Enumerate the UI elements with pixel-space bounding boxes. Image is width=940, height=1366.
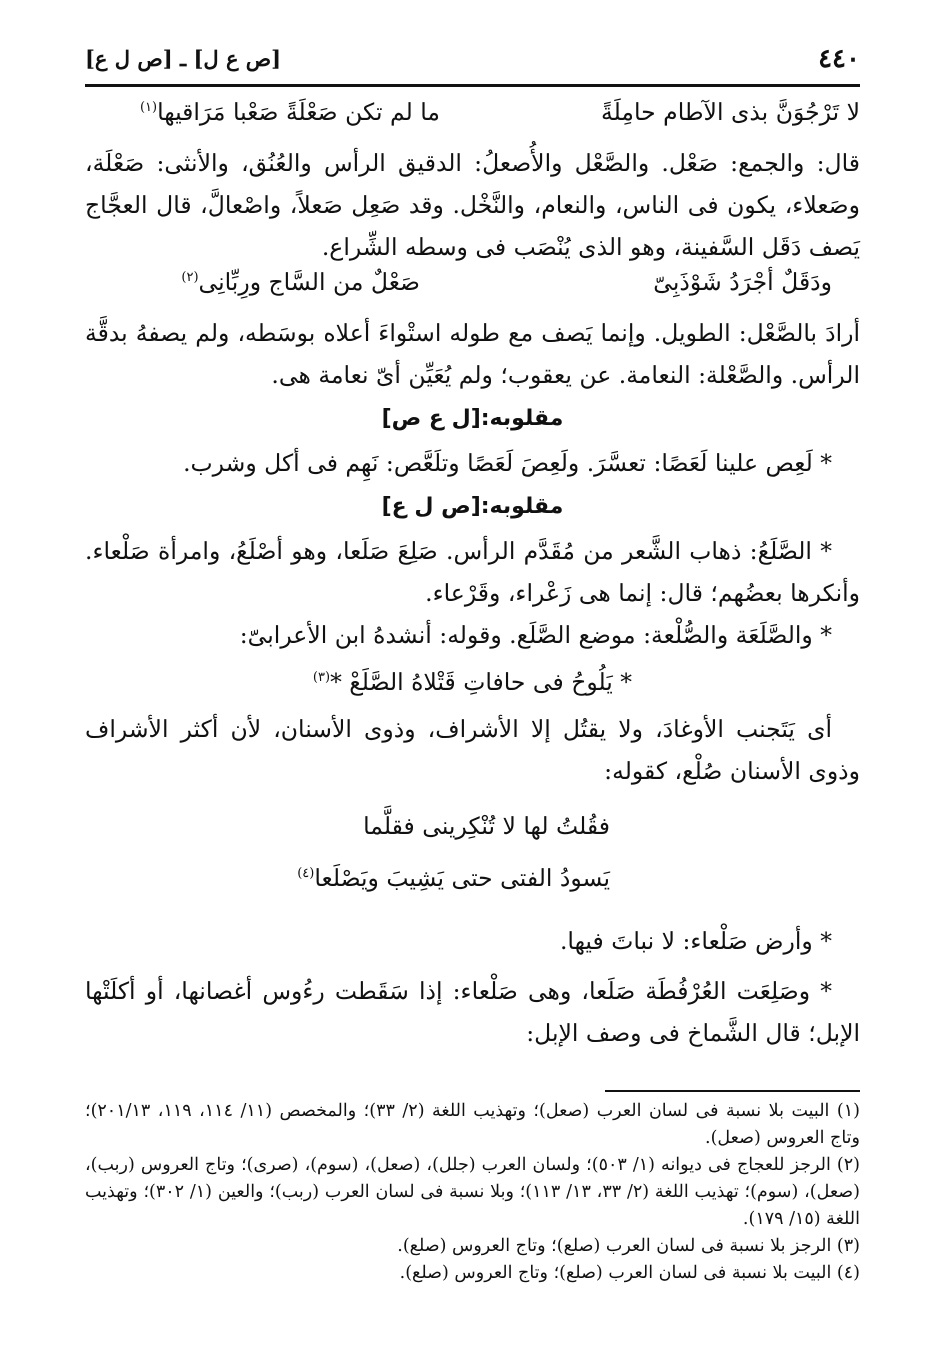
paragraph-5: * والصَّلَعَة والصُّلْعة: موضع الصَّلَع. وقوله: أنشدهُ ابن الأعرابىّ: [239, 621, 832, 649]
footnote-2: (٢) الرجز للعجاج فى ديوانه (١/ ٥٠٣)؛ ولسان العرب (جلل)، (صعل)، (سوم)، (صرى)؛ وتاج العروس (ربب)، (صعل)، (سوم)؛ تهذيب اللغة (٢/ ٣٣، ١٣/ ١١٣)؛ وبلا نسبة فى لسان العرب (ربب)؛ والعين (١/ ٣٠٢)؛ وتهذيب اللغة (١٥/ ١٧٩). [85, 1155, 860, 1229]
footnote-ref-3: (٣) [312, 670, 331, 685]
verse-1-second-text: ما لم تكن صَعْلَةً صَعْبا مَرَاقيها [157, 98, 440, 126]
header-rule [85, 84, 860, 87]
paragraph-7: * وأرض صَلْعاء: لا نباتَ فيها. [559, 926, 832, 955]
verse-3 [85, 656, 860, 704]
main-text [85, 98, 860, 1054]
paragraph-8: * وصَلِعَت العُرْفُطَة صَلَعا، وهى صَلْعاء: إذا سَقَطت رءُوس أغصانها، أو أكلَتْها الإبل؛ قال الشَّماخ فى وصف الإبل: [85, 976, 860, 1047]
verse-1-second-hemistich [140, 98, 440, 126]
section-heading-2: مقلوبه:[ص ل ع] [381, 494, 564, 519]
footnote-rule [605, 1090, 860, 1092]
running-title: [ص ع ل] ـ [ص ل ع] [85, 46, 282, 71]
verse-2-second-hemistich [181, 268, 420, 296]
paragraph-6: أى يَتَجنب الأوغادَ، ولا يقتُل إلا الأشراف، وذوى الأسنان، لأن أكثر الأشراف وذوى الأسنان صُلْع، كقوله: [85, 714, 860, 785]
footnote-4: (٤) البيت بلا نسبة فى لسان العرب (صلع)؛ وتاج العروس (صلع). [399, 1263, 860, 1283]
verse-1-first-hemistich: لا تَرْجُوَنَّ بذى الآطام حامِلَةً [601, 98, 860, 126]
footnote-1: (١) البيت بلا نسبة فى لسان العرب (صعل)؛ وتهذيب اللغة (٢/ ٣٣)؛ والمخصص (١١/ ١١٤، ١١٩، ٢٠١/١٣)؛ وتاج العروس (صعل). [85, 1101, 860, 1148]
poem-line-2 [85, 850, 610, 902]
verse-2-second-text: صَعْلٌ من السَّاج ورِبِّانِى [198, 268, 420, 296]
verse-2-first-hemistich: ودَقَلٌ أجْرَدُ شَوْذَبِىّ [653, 268, 832, 296]
poem-line-2-text: يَسودُ الفتى حتى يَشِيبَ ويَصْلَعا [314, 863, 610, 892]
verse-1 [85, 98, 860, 142]
footnotes [85, 1098, 860, 1287]
page-header [85, 40, 860, 82]
section-heading-1: مقلوبه:[ل ع ص] [381, 406, 564, 431]
paragraph-2: أرادَ بالصَّعْل: الطويل. وإنما يَصف مع طوله استْواءَ أعلاه بوسَطه، ولم يصفهُ بدقَّة الرأس. والصَّعْلة: النعامة. عن يعقوب؛ ولم يُعَيِّن أىّ نعامة هى. [85, 319, 860, 389]
poem [85, 802, 860, 902]
paragraph-1: قال: والجمع: صَعْل. والصَّعْل والأُصعلُ: الدقيق الرأس والعُنُق، والأنثى: صَعْلَة، وصَعلاء، يكون فى الناس، والنعام، والنَّخْل. وقد صَعِل صَعلاً، واصْعالَّ، قال العجَّاج يَصف دَقَل السَّفينة، وهو الذى يُنْصَب فى وسطه الشِّراع. [85, 149, 860, 261]
verse-2 [85, 268, 860, 312]
footnote-ref-2: (٢) [181, 270, 199, 286]
poem-line-1: فقُلتُ لها لا تُنْكِرينى فقلَّما [363, 811, 610, 840]
footnote-ref-1: (١) [139, 100, 158, 116]
footnote-ref-4: (٤) [297, 865, 315, 881]
footnote-3: (٣) الرجز بلا نسبة فى لسان العرب (صلع)؛ وتاج العروس (صلع). [397, 1236, 860, 1256]
verse-3-text: * يَلُوحُ فى حافاتِ قَتْلاهُ الصَّلَعْ * [330, 667, 633, 696]
paragraph-3: * لَعِص علينا لَعَصًا: تعسَّرَ. ولَعِصَ لَعَصًا وتلَعَّص: نَهِم فى أكل وشرب. [183, 449, 832, 477]
paragraph-4: * الصَّلَعُ: ذهاب الشَّعر من مُقَدَّم الرأس. صَلِعَ صَلَعا، وهو أصْلَعُ، وامرأة صَلْعاء. وأنكرها بعضُهم؛ قال: إنما هى زَعْراء، وقَرْعاء. [85, 537, 860, 607]
page-number: ٤٤٠ [818, 44, 860, 74]
